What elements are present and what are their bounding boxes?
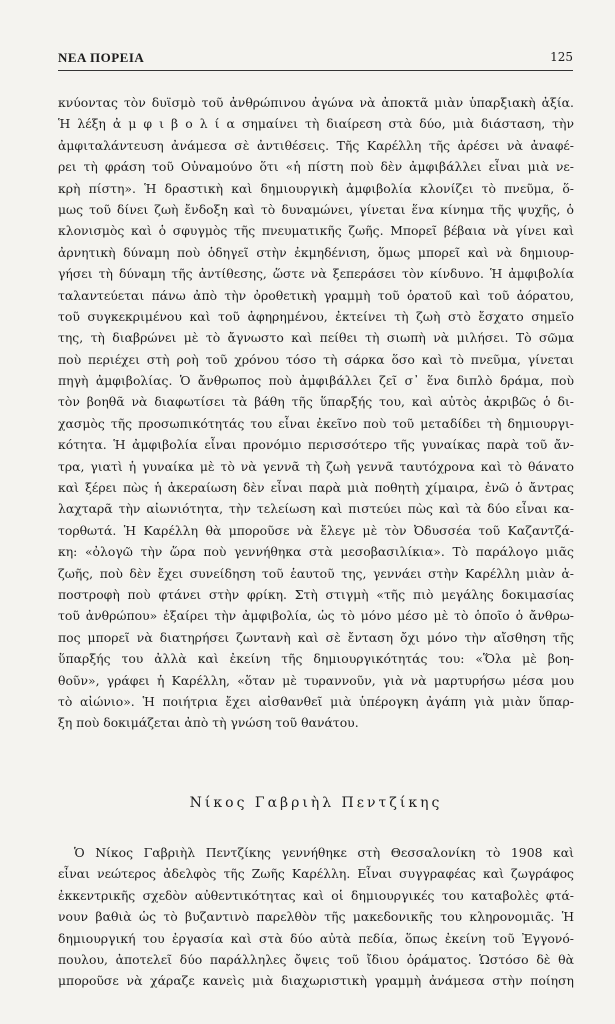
text-line: ταλαντεύεται πάνω ἀπὸ τὴν ὀροθετικὴ γραμμὴ τοῦ ὁρατοῦ καὶ τοῦ ἀόρατου, — [58, 287, 574, 303]
text-line: ἐκκεντρικῆς σχεδὸν αὐθεντικότητας καὶ οἱ δημιουργικές του καταβολὲς φτά- — [58, 887, 574, 903]
biography-paragraph — [58, 842, 574, 992]
text-line: τορθωτά. Ἡ Καρέλλη θὰ μποροῦσε νὰ ἔλεγε μὲ τὸν Ὀδυσσέα τοῦ Καζαντζά- — [58, 522, 574, 538]
section-heading: Νίκος Γαβριὴλ Πεντζίκης — [189, 795, 443, 811]
text-line: πηγὴ ἀμφιβολίας. Ὁ ἄνθρωπος ποὺ ἀμφιβάλλει ζεῖ σ᾿ ἕνα διπλὸ δράμα, ποὺ — [58, 373, 574, 389]
text-line: κνύοντας τὸν δυϊσμὸ τοῦ ἀνθρώπινου ἀγώνα νὰ ἀποκτᾶ μιὰν ὑπαρξιακὴ ἀξία. — [58, 95, 574, 110]
text-line: δημιουργική του ἐργασία καὶ στὰ δύο αὐτὰ πεδία, ὅπως ἐκείνη τοῦ Ἐγγονό- — [58, 930, 574, 946]
essay-paragraph — [58, 92, 574, 734]
text-line: ξη ποὺ δοκιμάζεται ἀπὸ τὴ γνώση τοῦ θανάτου. — [58, 715, 359, 731]
page-header — [58, 50, 573, 70]
text-line: εἶναι νεώτερος ἀδελφὸς τῆς Ζωῆς Καρέλλη. Εἶναι συγγραφέας καὶ ζωγράφος — [58, 866, 574, 882]
text-line: κλονισμὸς καὶ ὁ σφυγμὸς τῆς πνευματικῆς ζωῆς. Μπορεῖ βέβαια νὰ γίνει καὶ — [58, 223, 574, 239]
text-line: ἀρνητικὴ δύναμη ποὺ ὁδηγεῖ στὴν ἐκμηδένιση, ὅμως μπορεῖ καὶ νὰ δημιουρ- — [58, 244, 574, 260]
text-line: μποροῦσε νὰ χάραζε κανεὶς μιὰ διαχωριστικὴ γραμμὴ ἀνάμεσα στὴν ποίηση — [58, 973, 574, 989]
text-line: ἀμφιταλάντευση ἀνάμεσα σὲ ἀντιθέσεις. Τῆς Καρέλλη τῆς ἀρέσει νὰ ἀναφέ- — [58, 137, 574, 153]
page-number: 125 — [550, 50, 573, 64]
text-line: της, τὴ διαβρώνει μὲ τὸ ἄγνωστο καὶ πείθει τὴ σιωπὴ νὰ μιλήσει. Τὸ σῶμα — [58, 330, 574, 346]
text-line: κότητα. Ἡ ἀμφιβολία εἶναι προνόμιο περισσότερο τῆς γυναίκας παρὰ τοῦ ἄν- — [58, 437, 574, 453]
text-line: ρει τὴ φράση τοῦ Οὐναμούνο ὅτι «ἡ πίστη ποὺ δὲν ἀμφιβάλλει εἶναι μιὰ νε- — [58, 159, 574, 175]
text-line: τὸ αἰώνιο». Ἡ ποιήτρια ἔχει αἰσθανθεῖ μιὰ ὑπέρογκη ἀγάπη γιὰ μιὰν ὕπαρ- — [58, 693, 574, 709]
text-line: τὸν βοηθᾶ νὰ διαφωτίσει τὰ βάθη τῆς ὕπαρξής του, καὶ αὐτὸς ἀκριβῶς ὁ δι- — [58, 394, 574, 410]
text-line: ποστροφὴ ποὺ φτάνει στὴν φρίκη. Στὴ στιγμὴ «τῆς πιὸ μεγάλης δοκιμασίας — [58, 586, 574, 602]
running-title: ΝΕΑ ΠΟΡΕΙΑ — [58, 50, 145, 65]
text-line: κρὴ πίστη». Ἡ δραστικὴ καὶ δημιουργικὴ ἀμφιβολία κλονίζει τὸ πνεῦμα, ὅ- — [58, 180, 574, 196]
text-line: τοῦ ἀνθρώπου» ἐξαίρει τὴν ἀμφιβολία, ὡς τὸ μόνο μέσο μὲ τὸ ὁποῖο ὁ ἄνθρω- — [58, 608, 574, 624]
text-line: πος μπορεῖ νὰ διατηρήσει ζωντανὴ καὶ σὲ ἔνταση ὄχι μόνο τὴν αἴσθηση τῆς — [58, 629, 574, 645]
text-line: θοῦν», γράφει ἡ Καρέλλη, «ὅταν μὲ τυραννοῦν, γιὰ νὰ μαρτυρήσω μέσα μου — [58, 672, 574, 688]
text-line: κη: «ὀλογῶ τὴν ὥρα ποὺ γεννήθηκα στὰ μεσοβασιλίκια». Τὸ παράλογο μιᾶς — [58, 544, 574, 560]
text-line: Ἡ λέξη ἀ μ φ ι β ο λ ί α σημαίνει τὴ διαίρεση στὰ δύο, μιὰ διάσταση, τὴν — [58, 116, 574, 132]
header-rule — [58, 70, 573, 71]
text-line: νουν βαθιὰ ὡς τὸ βυζαντινὸ παρελθὸν τῆς μακεδονικῆς του κληρονομιᾶς. Ἡ — [58, 909, 574, 925]
text-line: ζωῆς, ποὺ δὲν ἔχει συνείδηση τοῦ ἑαυτοῦ της, γεννάει στὴν Καρέλλη μιὰν ἀ- — [58, 565, 574, 581]
text-line: χασμὸς τῆς προσωπικότητάς του εἶναι ἐκεῖνο ποὺ τοῦ μεταδίδει τὴ δημιουργι- — [58, 415, 574, 431]
text-line: Ὁ Νίκος Γαβριὴλ Πεντζίκης γεννήθηκε στὴ Θεσσαλονίκη τὸ 1908 καὶ — [74, 845, 574, 860]
text-line: καὶ ξέρει πὼς ἡ ἀκεραίωση δὲν εἶναι παρὰ μιὰ ποθητὴ χίμαιρα, ἐνῶ ὁ ἄντρας — [58, 480, 574, 496]
text-line: γήσει τὴ δύναμη τῆς ἀντίθεσης, ὥστε νὰ ξεπεράσει τὸν κίνδυνο. Ἡ ἀμφιβολία — [58, 266, 574, 282]
text-line: ποὺ περιέχει στὴ ροὴ τοῦ χρόνου τόσο τὴ σάρκα ὅσο καὶ τὸ πνεῦμα, γίνεται — [58, 351, 574, 367]
text-line: ὕπαρξής του ἀλλὰ καὶ ἐκείνη τῆς δημιουργικότητάς του: «Ὅλα μὲ βοη- — [58, 651, 574, 667]
text-line: τοῦ συγκεκριμένου καὶ τοῦ ἀφηρημένου, ἐκτείνει τὴ ζωὴ στὸ ἔσχατο σημεῖο — [58, 308, 574, 324]
text-line: τρα, γιατὶ ἡ γυναίκα μὲ τὸ νὰ γεννᾶ τὴ ζωὴ γεννᾶ ταυτόχρονα καὶ τὸ θάνατο — [58, 458, 574, 474]
text-line: μως τοῦ δίνει ζωὴ ἔνδοξη καὶ τὸ δυναμώνει, γίνεται ἕνα κίνημα τῆς ψυχῆς, ὁ — [58, 201, 574, 217]
text-line: λαχταρᾶ τὴν αἰωνιότητα, τὴν τελείωση καὶ πιστεύει πὼς καὶ τὰ δύο εἶναι κα- — [58, 501, 574, 517]
text-line: πουλου, ἀποτελεῖ δύο παράλληλες ὄψεις τοῦ ἴδιου ὁράματος. Ὡστόσο δὲ θὰ — [58, 951, 574, 967]
